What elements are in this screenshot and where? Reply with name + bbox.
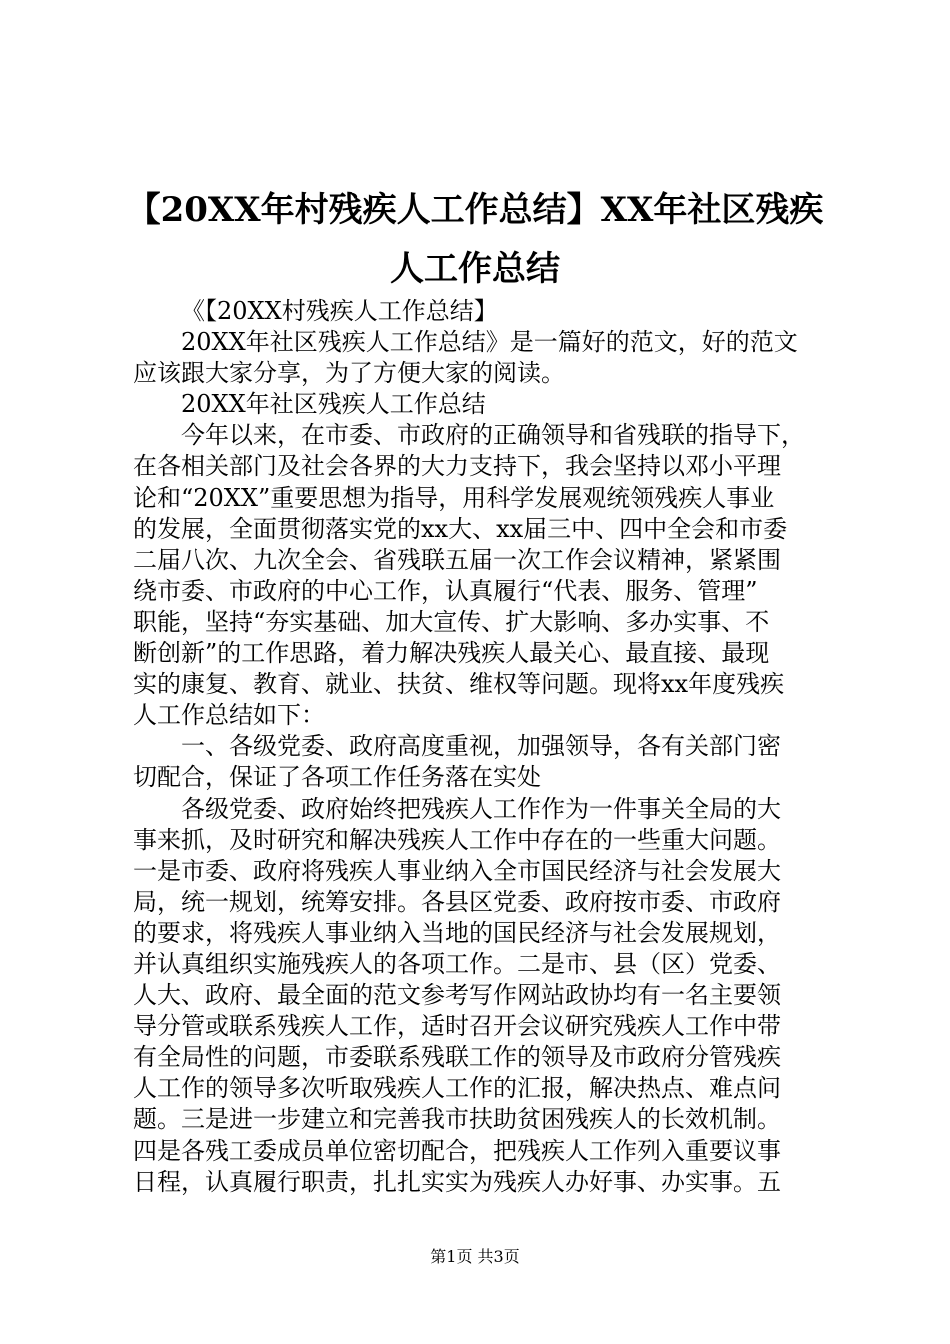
body-text-line: 题。三是进一步建立和完善我市扶助贫困残疾人的长效机制。 xyxy=(133,1105,781,1134)
body-text-line: 四是各残工委成员单位密切配合，把残疾人工作列入重要议事 xyxy=(133,1136,781,1165)
body-text-line: 日程，认真履行职责，扎扎实实为残疾人办好事、办实事。五 xyxy=(133,1167,781,1196)
document-title-line2: 人工作总结 xyxy=(390,249,560,289)
body-text-line: 论和“20XX”重要思想为指导，用科学发展观统领残疾人事业 xyxy=(133,483,775,512)
body-text-line: 职能，坚持“夯实基础、加大宣传、扩大影响、多办实事、不 xyxy=(133,607,770,636)
body-text-line: 有全局性的问题，市委联系残联工作的领导及市政府分管残疾 xyxy=(133,1043,781,1072)
document-body xyxy=(133,296,833,1198)
body-text-line: 绕市委、市政府的中心工作，认真履行“代表、服务、管理” xyxy=(133,576,758,605)
body-text-line: 在各相关部门及社会各界的大力支持下，我会坚持以邓小平理 xyxy=(133,452,781,481)
body-text-line: 事来抓，及时研究和解决残疾人工作中存在的一些重大问题。 xyxy=(133,825,781,854)
page-footer: 第1页 共3页 xyxy=(430,1247,520,1266)
body-text-line: 《【20XX村残疾人工作总结】 xyxy=(181,297,498,325)
body-text-line: 20XX年社区残疾人工作总结 xyxy=(181,390,486,419)
body-text-line: 人工作总结如下： xyxy=(133,701,325,730)
body-text-line: 二届八次、九次全会、省残联五届一次工作会议精神，紧紧围 xyxy=(133,545,781,574)
body-text-line: 人工作的领导多次听取残疾人工作的汇报，解决热点、难点问 xyxy=(133,1074,781,1103)
body-text-line: 人大、政府、最全面的范文参考写作网站政协均有一名主要领 xyxy=(133,981,781,1010)
document-title-line1: 【20XX年村残疾人工作总结】XX年社区残疾 xyxy=(126,190,824,230)
body-text-line: 并认真组织实施残疾人的各项工作。二是市、县（区）党委、 xyxy=(133,949,781,978)
body-text-line: 各级党委、政府始终把残疾人工作作为一件事关全局的大 xyxy=(181,794,781,823)
body-text-line: 20XX年社区残疾人工作总结》是一篇好的范文，好的范文 xyxy=(181,328,798,357)
body-text-line: 断创新”的工作思路，着力解决残疾人最关心、最直接、最现 xyxy=(133,639,770,668)
body-text-line: 的发展，全面贯彻落实党的xx大、xx届三中、四中全会和市委 xyxy=(133,514,788,543)
body-text-line: 一是市委、政府将残疾人事业纳入全市国民经济与社会发展大 xyxy=(133,856,781,885)
body-text-line: 今年以来，在市委、市政府的正确领导和省残联的指导下， xyxy=(181,421,805,450)
body-text-line: 局，统一规划，统筹安排。各县区党委、政府按市委、市政府 xyxy=(133,887,781,916)
body-text-line: 应该跟大家分享，为了方便大家的阅读。 xyxy=(133,359,565,388)
body-text-line: 导分管或联系残疾人工作，适时召开会议研究残疾人工作中带 xyxy=(133,1012,781,1041)
body-text-line: 实的康复、教育、就业、扶贫、维权等问题。现将xx年度残疾 xyxy=(133,670,785,699)
body-text-line: 一、各级党委、政府高度重视，加强领导，各有关部门密 xyxy=(181,732,781,761)
body-text-line: 的要求，将残疾人事业纳入当地的国民经济与社会发展规划， xyxy=(133,918,781,947)
body-text-line: 切配合，保证了各项工作任务落在实处 xyxy=(133,763,541,792)
